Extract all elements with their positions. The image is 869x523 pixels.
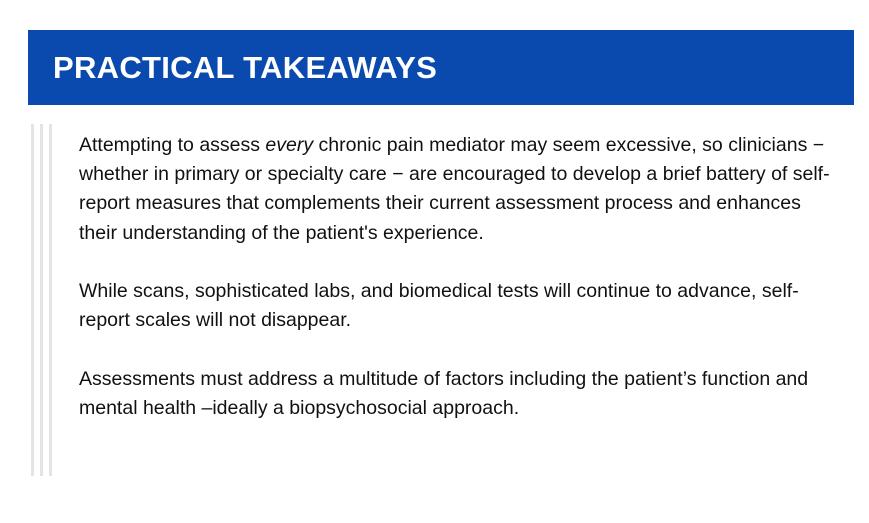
paragraph-1-emphasis: every <box>265 134 314 156</box>
decorative-rule-middle <box>40 124 43 476</box>
paragraph-1-lead: Attempting to assess <box>79 134 266 156</box>
takeaways-banner <box>28 30 854 105</box>
paragraph-assessment-battery <box>79 131 839 248</box>
banner-title: PRACTICAL TAKEAWAYS <box>53 50 438 85</box>
paragraph-self-report-scales: While scans, sophisticated labs, and biomedical tests will continue to advance, self-report scales will not disappear. <box>79 280 799 332</box>
decorative-rule-left <box>31 124 34 476</box>
takeaways-body <box>79 131 839 423</box>
paragraph-1-rest: chronic pain mediator may seem excessive, so clinicians − whether in primary or specialty care − are encouraged to develop a brief battery of self-report measures that complements their current assessment process and enhances their understanding of the patient's experience. <box>79 134 830 244</box>
paragraph-biopsychosocial: Assessments must address a multitude of factors including the patient’s function and mental health –ideally a biopsychosocial approach. <box>79 367 809 419</box>
decorative-rule-right <box>49 124 52 476</box>
